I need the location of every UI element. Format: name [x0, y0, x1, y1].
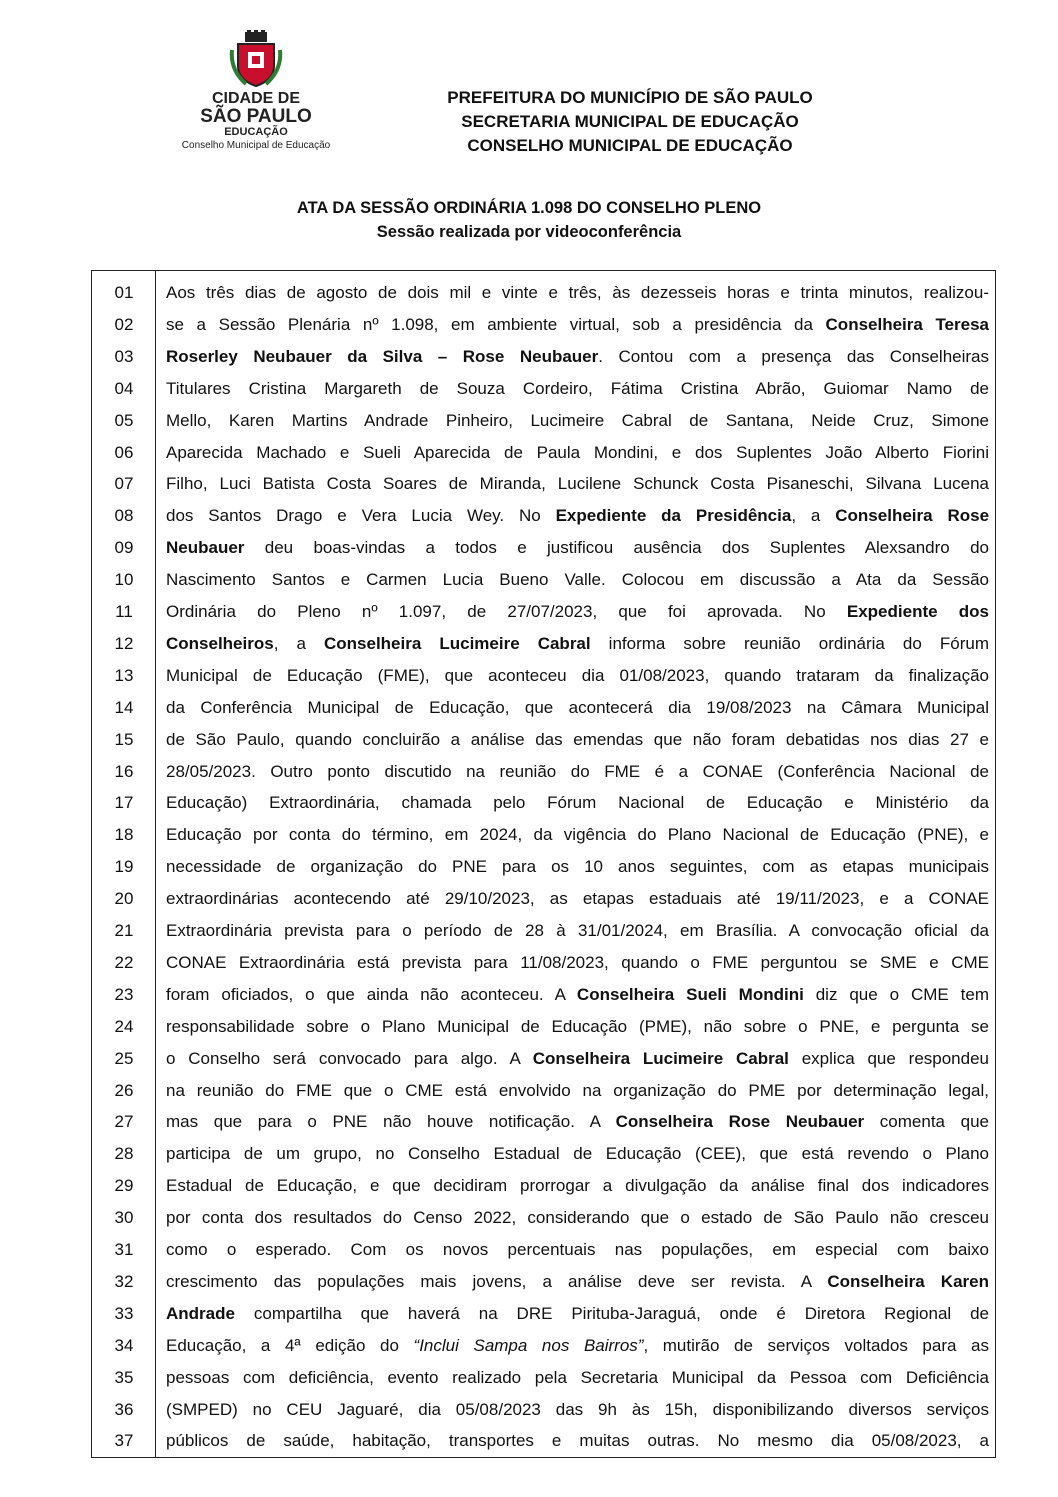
minutes-line — [166, 985, 989, 1005]
text-segment: Estadual de Educação, e que decidiram prorrogar a divulgação da análise final dos indicadores — [166, 1176, 989, 1196]
minutes-table — [91, 270, 996, 1458]
line-number: 07 — [114, 474, 134, 494]
minutes-line — [166, 857, 989, 877]
bold-text: Andrade — [166, 1303, 235, 1323]
minutes-line — [166, 634, 989, 654]
header-line-3: CONSELHO MUNICIPAL DE EDUCAÇÃO — [467, 136, 793, 155]
text-segment: Mello, Karen Martins Andrade Pinheiro, Lucimeire Cabral de Santana, Neide Cruz, Simone — [166, 410, 989, 430]
header-line-2: SECRETARIA MUNICIPAL DE EDUCAÇÃO — [461, 112, 799, 131]
minutes-line — [166, 666, 989, 686]
text-segment: se a Sessão Plenária nº 1.098, em ambiente virtual, sob a presidência da — [166, 314, 826, 334]
minutes-line — [166, 283, 989, 303]
bold-text: Conselheira Lucimeire Cabral — [532, 1048, 789, 1068]
line-number-column — [92, 271, 156, 1457]
bold-text: Conselheira Lucimeire Cabral — [323, 633, 591, 653]
minutes-line — [166, 1336, 989, 1356]
text-segment: Aparecida Machado e Sueli Aparecida de Paula Mondini, e dos Suplentes João Alberto Fiorini — [166, 442, 989, 462]
line-number: 19 — [114, 857, 134, 877]
text-segment: mas que para o PNE não houve notificação. A — [166, 1112, 616, 1132]
text-segment: comenta que — [864, 1112, 989, 1132]
minutes-line — [166, 1400, 989, 1420]
bold-text: Expediente dos — [846, 602, 989, 621]
text-segment: , a — [791, 506, 836, 526]
line-number: 26 — [114, 1080, 134, 1100]
minutes-line — [166, 793, 989, 813]
line-number: 28 — [114, 1144, 134, 1164]
text-segment: públicos de saúde, habitação, transportes e muitas outras. No mesmo dia 05/08/2023, a — [166, 1431, 989, 1451]
text-segment: Ordinária do Pleno nº 1.097, de 27/07/2023, que foi aprovada. No — [166, 602, 847, 621]
minutes-line — [166, 1304, 989, 1324]
line-number: 16 — [114, 761, 134, 781]
text-segment: (SMPED) no CEU Jaguaré, dia 05/08/2023 das 9h às 15h, disponibilizando diversos serviços — [166, 1399, 989, 1419]
minutes-line — [166, 825, 989, 845]
line-number: 35 — [114, 1367, 134, 1387]
line-number: 23 — [114, 984, 134, 1004]
minutes-line — [166, 379, 989, 399]
line-number: 20 — [114, 889, 134, 909]
minutes-line — [166, 1176, 989, 1196]
minutes-line — [166, 921, 989, 941]
text-segment: por conta dos resultados do Censo 2022, considerando que o estado de São Paulo não cresceu — [166, 1208, 989, 1228]
text-segment: diz que o CME tem — [803, 984, 989, 1004]
line-number: 29 — [114, 1176, 134, 1196]
text-segment: necessidade de organização do PNE para os 10 anos seguintes, com as etapas municipais — [166, 857, 989, 877]
line-number: 15 — [114, 729, 134, 749]
line-number: 04 — [114, 378, 134, 398]
text-segment: extraordinárias acontecendo até 29/10/2023, as etapas estaduais até 19/11/2023, e a CONAE — [166, 889, 989, 909]
bold-text: Conselheira Rose — [835, 506, 989, 526]
bold-text: Conselheira Teresa — [825, 314, 989, 334]
minutes-line — [166, 953, 989, 973]
minutes-line — [166, 443, 989, 463]
coat-of-arms-icon — [228, 30, 284, 88]
italic-text: “Inclui Sampa nos Bairros” — [413, 1335, 644, 1355]
text-segment: Filho, Luci Batista Costa Soares de Miranda, Lucilene Schunck Costa Pisaneschi, Silvana Lucena — [166, 474, 989, 494]
text-segment: dos Santos Drago e Vera Lucia Wey. No — [166, 506, 556, 526]
line-number: 36 — [114, 1399, 134, 1419]
minutes-line — [166, 1240, 989, 1260]
text-segment: deu boas-vindas a todos e justificou ausência dos Suplentes Alexsandro do — [244, 538, 989, 558]
city-logo — [176, 30, 336, 165]
line-number: 06 — [114, 442, 134, 462]
line-number: 10 — [114, 570, 134, 590]
text-segment: Educação por conta do término, em 2024, da vigência do Plano Nacional de Educação (PNE), e — [166, 825, 989, 845]
text-segment: como o esperado. Com os novos percentuais nas populações, em especial com baixo — [166, 1240, 989, 1259]
line-number: 24 — [114, 1016, 134, 1036]
line-number: 13 — [114, 665, 134, 685]
minutes-line — [166, 1017, 989, 1037]
bold-text: Conselheira Sueli Mondini — [576, 984, 804, 1004]
text-segment: Aos três dias de agosto de dois mil e vinte e três, às dezesseis horas e trinta minutos, realizou- — [166, 283, 989, 302]
text-segment: , a — [273, 633, 324, 653]
minutes-line — [166, 602, 989, 622]
minutes-line — [166, 698, 989, 718]
logo-department: EDUCAÇÃO — [224, 126, 288, 138]
text-segment: Educação) Extraordinária, chamada pelo Fórum Nacional de Educação e Ministério da — [166, 793, 989, 813]
minutes-line — [166, 411, 989, 431]
logo-council: Conselho Municipal de Educação — [181, 140, 331, 151]
line-number: 30 — [114, 1208, 134, 1228]
line-number: 02 — [114, 314, 134, 334]
minutes-line — [166, 1272, 989, 1292]
text-segment: responsabilidade sobre o Plano Municipal de Educação (PME), não sobre o PNE, e pergunta se — [166, 1016, 989, 1036]
minutes-line — [166, 1049, 989, 1069]
document-title — [0, 196, 1058, 244]
line-number: 03 — [114, 346, 134, 366]
minutes-line — [166, 347, 989, 367]
minutes-line — [166, 1431, 989, 1451]
text-segment: Extraordinária prevista para o período de 28 à 31/01/2024, em Brasília. A convocação oficial da — [166, 921, 989, 940]
text-segment: CONAE Extraordinária está prevista para 11/08/2023, quando o FME perguntou se SME e CME — [166, 952, 989, 972]
text-segment: Municipal de Educação (FME), que aconteceu dia 01/08/2023, quando trataram da finalização — [166, 665, 989, 685]
line-number: 31 — [114, 1240, 134, 1259]
text-segment: explica que respondeu — [788, 1048, 989, 1068]
minutes-line — [166, 315, 989, 335]
title-line-1: ATA DA SESSÃO ORDINÁRIA 1.098 DO CONSELHO PLENO — [296, 199, 762, 217]
line-number: 11 — [115, 602, 133, 621]
line-number: 12 — [114, 633, 134, 653]
minutes-line — [166, 1144, 989, 1164]
text-segment: crescimento das populações mais jovens, a análise deve ser revista. A — [166, 1271, 828, 1291]
text-segment: o Conselho será convocado para algo. A — [166, 1048, 533, 1068]
line-number: 34 — [114, 1335, 134, 1355]
line-number: 32 — [114, 1271, 134, 1291]
line-number: 09 — [114, 538, 134, 558]
minutes-line — [166, 762, 989, 782]
text-segment: na reunião do FME que o CME está envolvido na organização do PME por determinação legal, — [166, 1080, 989, 1100]
bold-text: Conselheira Rose Neubauer — [615, 1112, 865, 1132]
line-number: 14 — [114, 697, 134, 717]
title-line-2: Sessão realizada por videoconferência — [376, 223, 682, 241]
line-number: 17 — [114, 793, 134, 813]
text-segment: informa sobre reunião ordinária do Fórum — [590, 633, 989, 653]
logo-city-line2: SÃO PAULO — [200, 106, 312, 127]
text-segment: Titulares Cristina Margareth de Souza Cordeiro, Fátima Cristina Abrão, Guiomar Namo de — [166, 378, 989, 398]
line-number: 27 — [114, 1112, 134, 1132]
text-segment: , mutirão de serviços voltados para as — [643, 1335, 989, 1355]
line-number: 18 — [114, 825, 134, 845]
bold-text: Roserley Neubauer da Silva – Rose Neubauer — [166, 346, 599, 366]
bold-text: Conselheira Karen — [827, 1271, 989, 1291]
text-segment: participa de um grupo, no Conselho Estadual de Educação (CEE), que está revendo o Plano — [166, 1144, 989, 1164]
line-number: 22 — [114, 952, 134, 972]
line-number: 01 — [114, 283, 134, 302]
text-segment: 28/05/2023. Outro ponto discutido na reunião do FME é a CONAE (Conferência Nacional de — [166, 761, 989, 781]
minutes-line — [166, 506, 989, 526]
minutes-line — [166, 538, 989, 558]
line-number: 05 — [114, 410, 134, 430]
line-number: 08 — [114, 506, 134, 526]
text-segment: compartilha que haverá na DRE Pirituba-Jaraguá, onde é Diretora Regional de — [234, 1303, 989, 1323]
line-number: 21 — [114, 921, 134, 940]
minutes-line — [166, 1368, 989, 1388]
text-segment: de São Paulo, quando concluirão a análise das emendas que não foram debatidas nos dias 27 e — [166, 729, 989, 749]
line-number: 25 — [114, 1048, 134, 1068]
minutes-line — [166, 1081, 989, 1101]
logo-city-line1: CIDADE DE — [211, 90, 300, 107]
text-segment: foram oficiados, o que ainda não aconteceu. A — [166, 984, 577, 1004]
minutes-line — [166, 730, 989, 750]
text-segment: pessoas com deficiência, evento realizado pela Secretaria Municipal da Pessoa com Deficiência — [166, 1367, 989, 1387]
text-segment: Educação, a 4ª edição do — [166, 1335, 414, 1355]
minutes-line — [166, 570, 989, 590]
minutes-line — [166, 1112, 989, 1132]
text-segment: . Contou com a presença das Conselheiras — [598, 346, 989, 366]
bold-text: Expediente da Presidência — [555, 506, 792, 526]
bold-text: Neubauer — [166, 538, 245, 558]
text-segment: da Conferência Municipal de Educação, que acontecerá dia 19/08/2023 na Câmara Municipal — [166, 697, 989, 717]
minutes-line — [166, 474, 989, 494]
text-segment: Nascimento Santos e Carmen Lucia Bueno Valle. Colocou em discussão a Ata da Sessão — [166, 570, 989, 590]
line-number: 37 — [114, 1431, 134, 1451]
minutes-line — [166, 889, 989, 909]
line-number: 33 — [114, 1303, 134, 1323]
minutes-line — [166, 1208, 989, 1228]
bold-text: Conselheiros — [166, 633, 274, 653]
header-line-1: PREFEITURA DO MUNICÍPIO DE SÃO PAULO — [447, 88, 813, 107]
